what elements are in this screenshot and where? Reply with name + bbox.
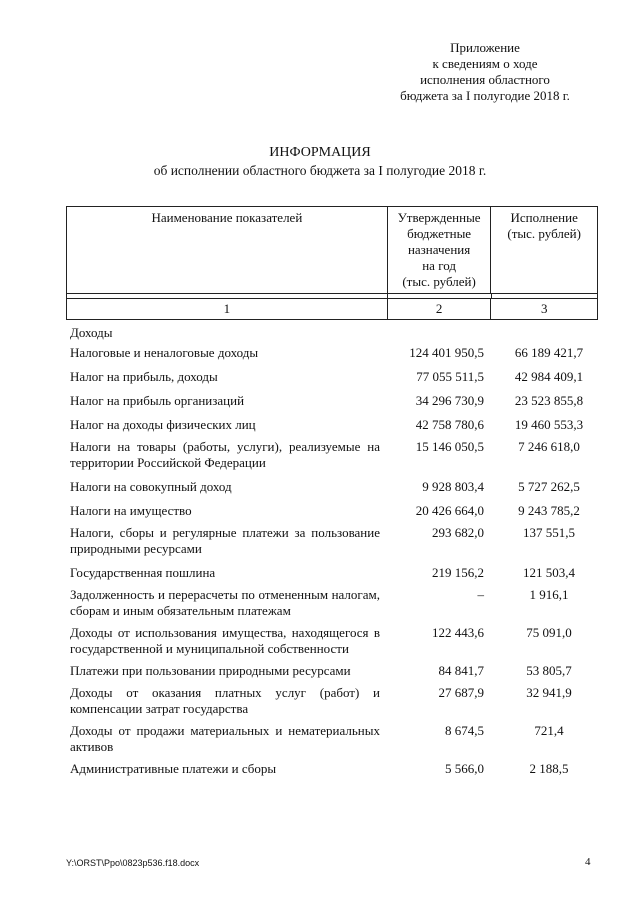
table-header — [66, 206, 598, 294]
table-row — [66, 663, 598, 679]
row-execution: 7 246 618,0 — [518, 439, 580, 454]
row-approved: 15 146 050,5 — [415, 439, 484, 454]
row-execution: 66 189 421,7 — [514, 345, 584, 360]
table-row — [66, 393, 598, 409]
row-approved: 219 156,2 — [432, 565, 484, 580]
table-body — [66, 345, 598, 777]
budget-table — [66, 206, 598, 777]
row-approved: 122 443,6 — [432, 625, 484, 640]
appendix-line: к сведениям о ходе — [432, 56, 538, 71]
row-approved: 8 674,5 — [445, 723, 484, 738]
row-name: Доходы от продажи материальных и нематериальных активов — [70, 723, 380, 754]
table-row — [66, 723, 598, 755]
document-title: ИНФОРМАЦИЯ — [269, 145, 371, 160]
column-numbers-row — [66, 298, 598, 320]
row-name: Налоги, сборы и регулярные платежи за пользование природными ресурсами — [70, 525, 380, 556]
appendix-line: Приложение — [450, 40, 520, 55]
appendix-note — [370, 40, 600, 104]
row-execution: 32 941,9 — [526, 685, 572, 700]
appendix-line: бюджета за I полугодие 2018 г. — [400, 88, 570, 103]
row-approved: 77 055 511,5 — [416, 369, 484, 384]
row-execution: 75 091,0 — [526, 625, 572, 640]
row-execution: 19 460 553,3 — [514, 417, 584, 432]
table-row — [66, 685, 598, 717]
row-execution: 5 727 262,5 — [518, 479, 580, 494]
row-execution: 53 805,7 — [526, 663, 572, 678]
header-approved: Утвержденные бюджетные назначения на год (тыс. рублей) — [388, 207, 492, 293]
table-row — [66, 565, 598, 581]
row-name: Налог на прибыль, доходы — [70, 369, 218, 384]
row-approved: 84 841,7 — [438, 663, 484, 678]
table-row — [66, 625, 598, 657]
appendix-line: исполнения областного — [420, 72, 550, 87]
row-approved: 34 296 730,9 — [415, 393, 484, 408]
row-execution: 2 188,5 — [529, 761, 569, 776]
row-name: Платежи при пользовании природными ресурсами — [70, 663, 351, 678]
row-name: Налоги на имущество — [70, 503, 192, 518]
header-gap — [66, 294, 598, 298]
row-approved: 293 682,0 — [432, 525, 484, 540]
table-row — [66, 369, 598, 385]
row-name: Задолженность и перерасчеты по отмененным налогам, сборам и иным обязательным платежам — [70, 587, 380, 618]
row-approved: 42 758 780,6 — [415, 417, 484, 432]
row-approved: 27 687,9 — [438, 685, 484, 700]
table-row — [66, 417, 598, 433]
row-name: Налоги на товары (работы, услуги), реализуемые на территории Российской Федерации — [70, 439, 380, 470]
row-name: Административные платежи и сборы — [70, 761, 277, 776]
row-execution: 1 916,1 — [529, 587, 569, 602]
column-number: 2 — [388, 299, 492, 319]
column-number: 1 — [67, 299, 388, 319]
row-name: Доходы от использования имущества, находящегося в государственной и муниципальной собственности — [70, 625, 380, 656]
table-row — [66, 503, 598, 519]
row-approved: 124 401 950,5 — [409, 345, 484, 360]
row-execution: 23 523 855,8 — [514, 393, 584, 408]
row-approved: 5 566,0 — [445, 761, 484, 776]
row-approved: – — [477, 587, 484, 602]
row-approved: 20 426 664,0 — [415, 503, 484, 518]
row-name: Налог на доходы физических лиц — [70, 417, 256, 432]
row-name: Налоговые и неналоговые доходы — [70, 345, 259, 360]
row-approved: 9 928 803,4 — [422, 479, 484, 494]
row-name: Налоги на совокупный доход — [70, 479, 232, 494]
row-execution: 121 503,4 — [523, 565, 575, 580]
table-row — [66, 345, 598, 361]
row-name: Государственная пошлина — [70, 565, 216, 580]
table-row — [66, 761, 598, 777]
header-execution: Исполнение (тыс. рублей) — [507, 210, 581, 241]
row-name: Доходы от оказания платных услуг (работ) и компенсации затрат государства — [70, 685, 380, 716]
column-number: 3 — [540, 301, 548, 316]
row-execution: 721,4 — [534, 723, 564, 738]
row-execution: 42 984 409,1 — [514, 369, 584, 384]
row-execution: 9 243 785,2 — [518, 503, 580, 518]
row-execution: 137 551,5 — [523, 525, 575, 540]
page-number: 4 — [585, 856, 591, 868]
section-label: Доходы — [70, 325, 113, 340]
document-subtitle: об исполнении областного бюджета за I полугодие 2018 г. — [153, 163, 487, 178]
table-row — [66, 525, 598, 557]
header-name: Наименование показателей — [67, 207, 388, 293]
table-row — [66, 479, 598, 495]
row-name: Налог на прибыль организаций — [70, 393, 245, 408]
table-row — [66, 587, 598, 619]
file-path: Y:\ORST\Ppo\0823p536.f18.docx — [66, 858, 200, 868]
table-row — [66, 439, 598, 471]
